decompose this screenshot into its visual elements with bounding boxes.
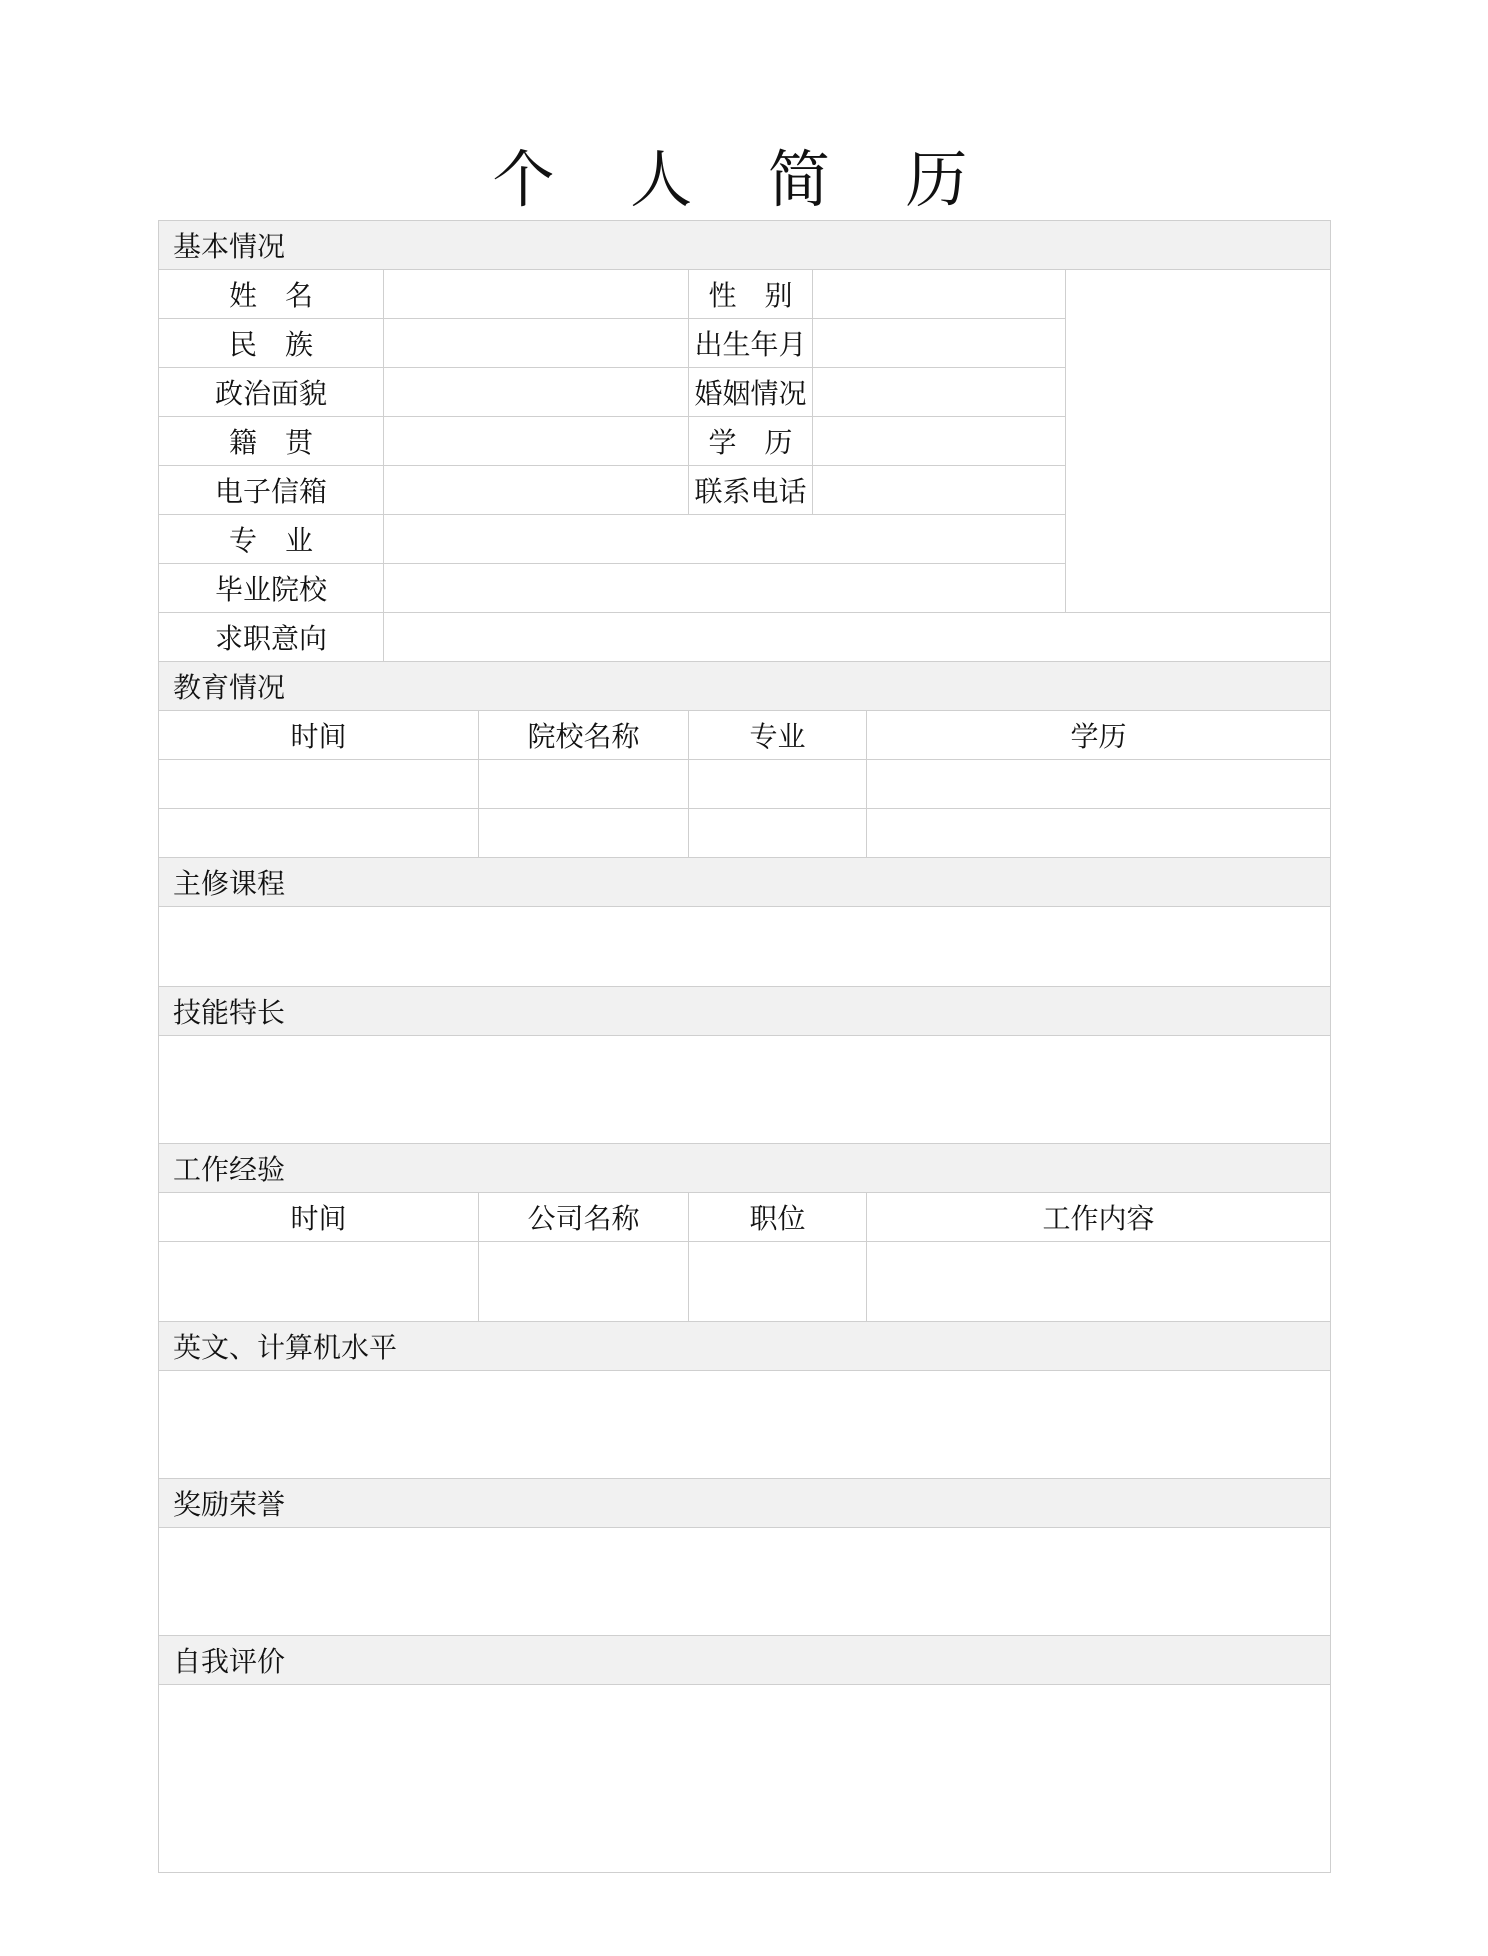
section-work-heading: 工作经验: [159, 1144, 1331, 1193]
section-work: [159, 1144, 1331, 1193]
label-degree: 学 历: [689, 417, 813, 466]
label-native: 籍 贯: [159, 417, 384, 466]
education-cell[interactable]: [159, 809, 479, 858]
field-ethnicity[interactable]: [384, 319, 689, 368]
education-cell[interactable]: [689, 760, 867, 809]
section-courses: [159, 858, 1331, 907]
resume-table: [158, 220, 1331, 1873]
table-row: [159, 760, 1331, 809]
education-cell[interactable]: [479, 809, 689, 858]
field-phone[interactable]: [813, 466, 1066, 515]
label-objective: 求职意向: [159, 613, 384, 662]
education-header-major: 专业: [689, 711, 867, 760]
section-language-heading: 英文、计算机水平: [159, 1322, 1331, 1371]
section-skills-heading: 技能特长: [159, 987, 1331, 1036]
work-cell[interactable]: [479, 1242, 689, 1322]
label-marital: 婚姻情况: [689, 368, 813, 417]
work-cell[interactable]: [159, 1242, 479, 1322]
section-awards: [159, 1479, 1331, 1528]
label-ethnicity: 民 族: [159, 319, 384, 368]
label-school: 毕业院校: [159, 564, 384, 613]
education-header-degree: 学历: [867, 711, 1331, 760]
label-birth: 出生年月: [689, 319, 813, 368]
section-basic-heading: 基本情况: [159, 221, 1331, 270]
section-basic: [159, 221, 1331, 270]
section-education: [159, 662, 1331, 711]
label-political: 政治面貌: [159, 368, 384, 417]
work-header-company: 公司名称: [479, 1193, 689, 1242]
field-degree[interactable]: [813, 417, 1066, 466]
section-language: [159, 1322, 1331, 1371]
label-gender: 性 别: [689, 270, 813, 319]
label-major: 专 业: [159, 515, 384, 564]
section-courses-heading: 主修课程: [159, 858, 1331, 907]
education-cell[interactable]: [867, 809, 1331, 858]
field-name[interactable]: [384, 270, 689, 319]
education-cell[interactable]: [479, 760, 689, 809]
field-native[interactable]: [384, 417, 689, 466]
work-header-position: 职位: [689, 1193, 867, 1242]
field-major[interactable]: [384, 515, 1066, 564]
education-cell[interactable]: [867, 760, 1331, 809]
field-gender[interactable]: [813, 270, 1066, 319]
label-name: 姓 名: [159, 270, 384, 319]
work-cell[interactable]: [867, 1242, 1331, 1322]
field-political[interactable]: [384, 368, 689, 417]
section-self: [159, 1636, 1331, 1685]
label-phone: 联系电话: [689, 466, 813, 515]
section-self-heading: 自我评价: [159, 1636, 1331, 1685]
education-cell[interactable]: [689, 809, 867, 858]
section-education-heading: 教育情况: [159, 662, 1331, 711]
language-content[interactable]: [159, 1371, 1331, 1479]
label-email: 电子信箱: [159, 466, 384, 515]
work-cell[interactable]: [689, 1242, 867, 1322]
skills-content[interactable]: [159, 1036, 1331, 1144]
awards-content[interactable]: [159, 1528, 1331, 1636]
field-marital[interactable]: [813, 368, 1066, 417]
field-objective[interactable]: [384, 613, 1331, 662]
education-cell[interactable]: [159, 760, 479, 809]
section-awards-heading: 奖励荣誉: [159, 1479, 1331, 1528]
education-header-time: 时间: [159, 711, 479, 760]
field-birth[interactable]: [813, 319, 1066, 368]
work-header-time: 时间: [159, 1193, 479, 1242]
page-title: 个 人 简 历: [492, 143, 996, 216]
table-row: [159, 1242, 1331, 1322]
field-email[interactable]: [384, 466, 689, 515]
courses-content[interactable]: [159, 907, 1331, 987]
section-skills: [159, 987, 1331, 1036]
self-content[interactable]: [159, 1685, 1331, 1873]
photo-box[interactable]: [1066, 270, 1331, 613]
field-school[interactable]: [384, 564, 1066, 613]
table-row: [159, 809, 1331, 858]
work-header-content: 工作内容: [867, 1193, 1331, 1242]
education-header-school: 院校名称: [479, 711, 689, 760]
